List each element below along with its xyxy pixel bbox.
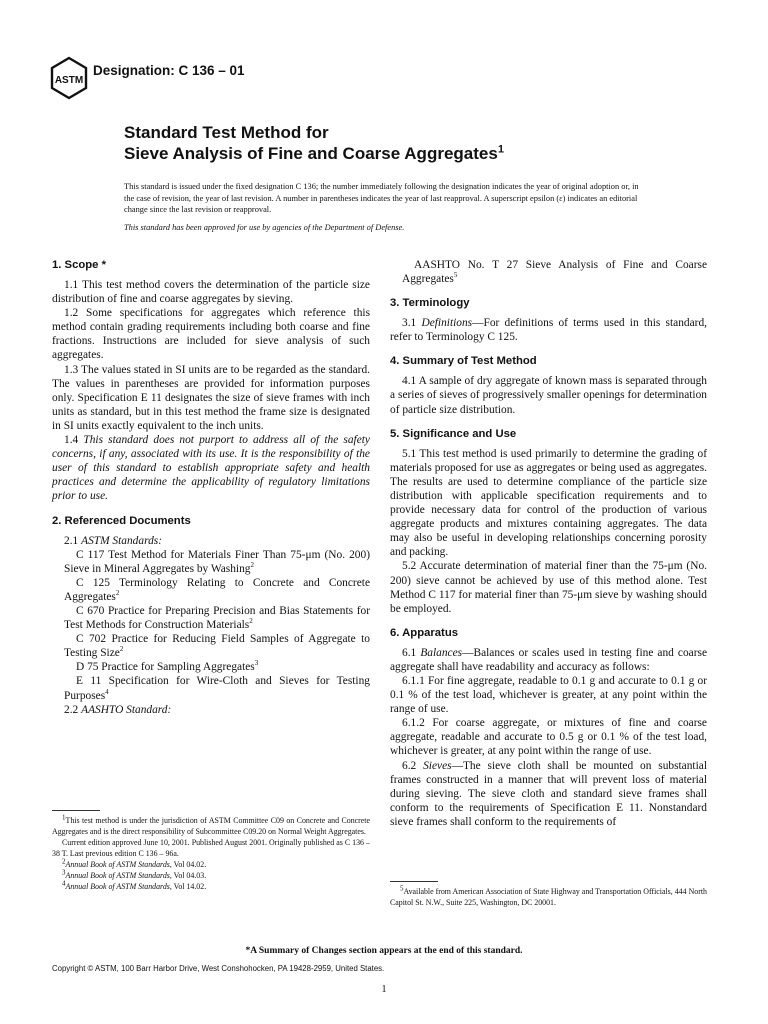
astm-logo	[50, 56, 88, 100]
apparatus-6-1: 6.1 Balances—Balances or scales used in testing fine and coarse aggregate shall have readability and accuracy as follows:	[390, 646, 708, 673]
aashto-standard-label: 2.2 AASHTO Standard:	[64, 703, 172, 716]
footnote-2: $^2$Annual Book of ASTM Standards, Vol 04.02.	[62, 857, 207, 869]
right-column	[390, 258, 707, 829]
title-line-2: Sieve Analysis of Fine and Coarse Aggregates$^1$	[124, 143, 504, 163]
summary-of-changes-note: *A Summary of Changes section appears at the end of this standard.	[245, 946, 523, 956]
section-heading-referenced-documents: 2. Referenced Documents	[52, 514, 191, 527]
footnote-5: $^5$Available from American Association of State Highway and Transportation Officials, 444 North Capitol St. N.W., Suite 225, Washington, DC 20001.	[390, 884, 707, 907]
significance-5-1: 5.1 This test method is used primarily to determine the grading of materials proposed for use as aggregates or being used as aggregates. The results are used to determine compliance of the particle size distribution with applicable specification requirements and to provide necessary data for control of the production of various aggregate products and mixtures containing aggregates. The data may also be useful in developing relationships concerning porosity and packing.	[390, 447, 707, 559]
page-number: 1	[381, 984, 387, 995]
scope-1-1: 1.1 This test method covers the determination of the particle size distribution of fine and coarse aggregates by sieving.	[52, 279, 370, 306]
copyright: Copyright © ASTM, 100 Barr Harbor Drive, West Conshohocken, PA 19428-2959, United States.	[52, 964, 385, 973]
ref-c670: C 670 Practice for Preparing Precision and Bias Statements for Test Methods for Construction Materials$^2$	[64, 604, 370, 632]
apparatus-6-1-2: 6.1.2 For coarse aggregate, or mixtures of fine and coarse aggregate, readable and accurate to 0.5 g or 0.1 % of the test load, whichever is greater, at any point within the range of use.	[390, 717, 707, 758]
footnote-4: $^4$Annual Book of ASTM Standards, Vol 14.02.	[62, 879, 207, 891]
scope-1-2: 1.2 Some specifications for aggregates which reference this method contain grading requirements including both coarse and fine fractions. Instructions are included for sieve analysis of such aggregates.	[52, 307, 370, 362]
section-heading-significance: 5. Significance and Use	[390, 427, 517, 440]
apparatus-6-2: 6.2 Sieves—The sieve cloth shall be mounted on substantial frames constructed in a manner that will prevent loss of material during sieving. The sieve cloth and standard sieve frames shall conform to the requirements of Specification E 11. Nonstandard sieve frames shall conform to the requirements of	[390, 759, 707, 828]
ref-aashto-t27: AASHTO No. T 27 Sieve Analysis of Fine and Coarse Aggregates$^5$	[402, 259, 707, 286]
significance-5-2: 5.2 Accurate determination of material finer than the 75-μm (No. 200) sieve cannot be achieved by use of this method alone. Test Method C 117 for material finer than 75-μm sieve by washing should be employed.	[390, 560, 707, 615]
astm-standards-label: 2.1 ASTM Standards:	[64, 534, 163, 547]
scope-1-4: 1.4 This standard does not purport to address all of the safety concerns, if any, associated with its use. It is the responsibility of the user of this standard to establish appropriate safety and health practices and determine the applicability of regulatory limitations prior to use.	[52, 434, 370, 503]
footnote-rule-left	[52, 810, 100, 811]
designation: Designation: C 136 – 01	[93, 63, 245, 78]
apparatus-6-1-1: 6.1.1 For fine aggregate, readable to 0.1 g and accurate to 0.1 g or 0.1 % of the test load, whichever is greater, at any point within the range of use.	[390, 674, 707, 716]
scope-1-3: 1.3 The values stated in SI units are to be regarded as the standard. The values in parentheses are provided for information purposes only. Specification E 11 designates the size of sieve frames with inch units as standard, but in this test method the frame size is designated in SI units exactly equivalent to the inch units.	[52, 363, 370, 432]
issue-note: This standard is issued under the fixed designation C 136; the number immediately following the designation indicates the year of original adoption or, in the case of revision, the year of last revision. A number in parentheses indicates the year of last reapproval. A superscript epsilon (ε) indicates an editorial change since the last revision or reapproval.	[124, 182, 639, 215]
footnotes-right	[390, 886, 707, 908]
footnote-1: $^1$This test method is under the jurisdiction of ASTM Committee C09 on Concrete and Concrete Aggregates and is the direct responsibility of Subcommittee C09.20 on Normal Weight Aggregates.	[52, 813, 370, 836]
svg-text:ASTM: ASTM	[54, 75, 84, 86]
section-heading-scope: 1. Scope *	[52, 259, 106, 271]
section-heading-terminology: 3. Terminology	[390, 297, 470, 310]
summary-4-1: 4.1 A sample of dry aggregate of known mass is separated through a series of sieves of progressively smaller openings for determination of particle size distribution.	[390, 375, 707, 416]
section-heading-apparatus: 6. Apparatus	[390, 626, 459, 639]
title-line-1: Standard Test Method for	[124, 123, 329, 142]
footnote-rule-right	[390, 881, 438, 882]
approval-note: This standard has been approved for use by agencies of the Department of Defense.	[124, 223, 405, 232]
ref-d75: D 75 Practice for Sampling Aggregates$^3$	[76, 659, 259, 674]
title-footnote-mark: 1	[497, 143, 504, 156]
ref-c125: C 125 Terminology Relating to Concrete and Concrete Aggregates$^2$	[64, 576, 370, 603]
ref-c702: C 702 Practice for Reducing Field Samples of Aggregate to Testing Size$^2$	[64, 633, 370, 660]
footnotes-left	[52, 815, 370, 892]
footnote-1-edition: Current edition approved June 10, 2001. Published August 2001. Originally published as C 136 – 38 T. Last previous edition C 136 – 96a.	[52, 838, 370, 858]
footnote-3: $^3$Annual Book of ASTM Standards, Vol 04.03.	[62, 868, 207, 880]
document-title	[124, 122, 504, 164]
section-heading-summary: 4. Summary of Test Method	[390, 355, 537, 368]
terminology-3-1: 3.1 Definitions—For definitions of terms used in this standard, refer to Terminology C 125.	[390, 317, 707, 344]
ref-e11: E 11 Specification for Wire-Cloth and Sieves for Testing Purposes$^4$	[64, 675, 370, 702]
left-column	[52, 258, 370, 717]
ref-c117: C 117 Test Method for Materials Finer Than 75-μm (No. 200) Sieve in Mineral Aggregates by Washing$^2$	[64, 548, 370, 575]
